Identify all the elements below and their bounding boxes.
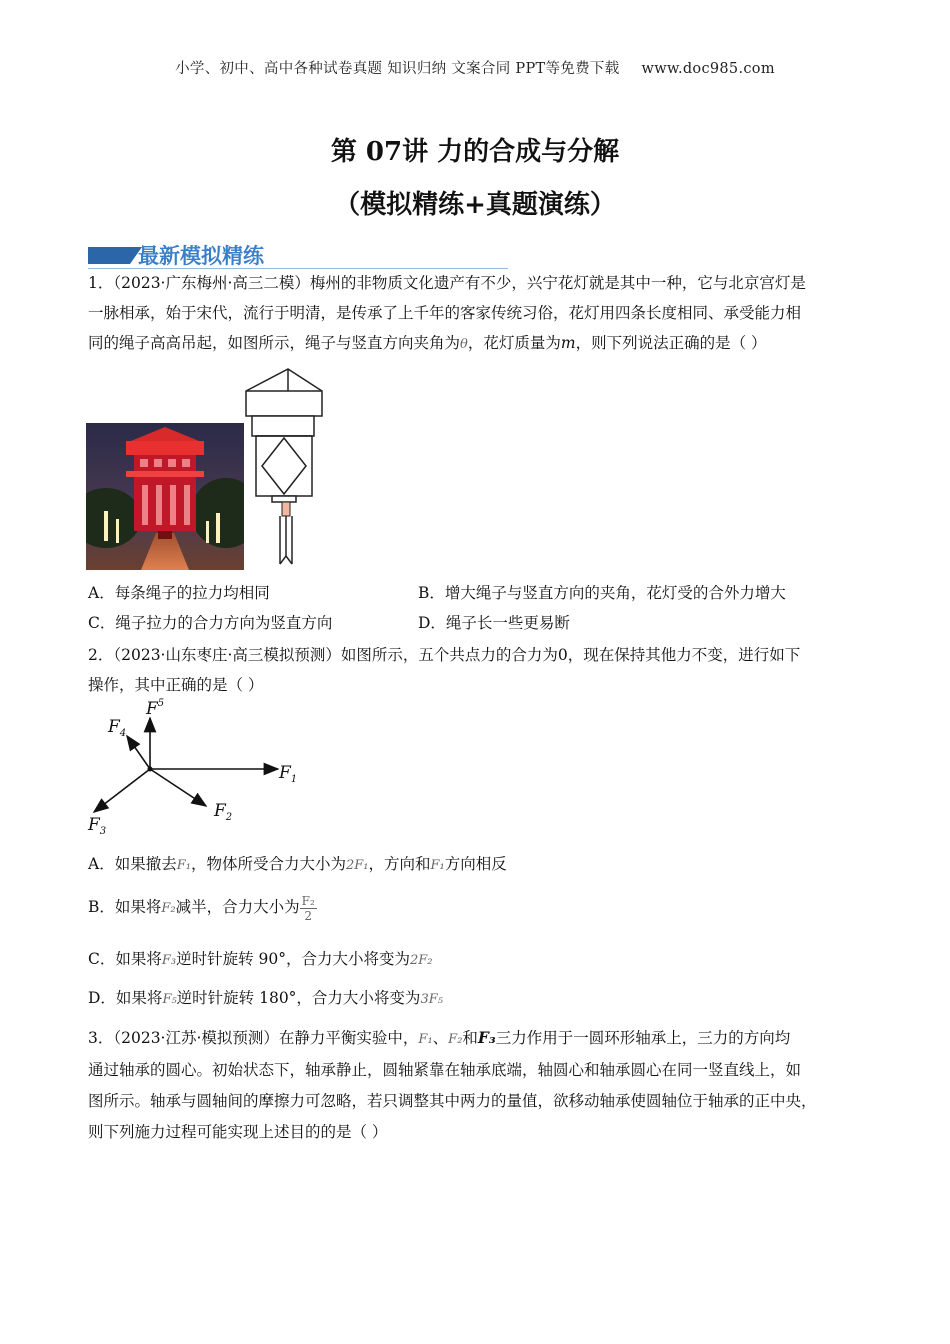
fraction-denominator: 2: [304, 908, 313, 923]
f3-symbol: F₃: [161, 953, 177, 968]
q3-text: 和: [462, 1029, 478, 1047]
q3-line: 图所示。轴承与圆轴间的摩擦力可忽略，若只调整其中两力的量值，欲移动轴承使圆轴位于轴承的正中央，: [88, 1092, 817, 1110]
q2d-text: 逆时针旋转 180°，合力大小将变为: [176, 989, 421, 1007]
q2-option-b[interactable]: [88, 890, 317, 926]
q2-line: 操作，其中正确的是（ ）: [88, 676, 264, 694]
q2-stem: [88, 640, 868, 700]
f3-label: $F_3$: [88, 815, 107, 837]
q2-option-c[interactable]: [88, 947, 433, 969]
q2c-text: C．如果将: [88, 950, 162, 968]
f1-symbol: F₁: [430, 858, 445, 873]
f3-vector: [94, 769, 150, 812]
q1-line: [88, 328, 868, 360]
2f1-symbol: 2F₁: [345, 858, 369, 873]
q1-option-a[interactable]: A．每条绳子的拉力均相同: [88, 584, 270, 602]
q2c-text: 逆时针旋转 90°，合力大小将变为: [176, 950, 411, 968]
f2-symbol: F₂: [161, 901, 176, 916]
fraction-numerator: F₂: [301, 893, 315, 908]
q3-stem: [88, 1022, 868, 1148]
2f2-symbol: 2F₂: [410, 953, 433, 968]
section-label: 最新模拟精练: [138, 244, 264, 268]
3f5-symbol: 3F₅: [420, 992, 443, 1007]
q1-option-c[interactable]: C．绳子拉力的合力方向为竖直方向: [88, 614, 333, 632]
q3-line: [88, 1022, 868, 1055]
lantern-photo: [86, 423, 244, 570]
q2a-text: 方向相反: [444, 855, 507, 873]
q3-line: 则下列施力过程可能实现上述目的的是（ ）: [88, 1123, 388, 1141]
q1-line: 一脉相承，始于宋代，流行于明清，是传承了上千年的客家传统习俗，花灯用四条长度相同、承受能力相: [88, 304, 802, 322]
header-text: 小学、初中、高中各种试卷真题 知识归纳 文案合同 PPT等免费下载: [175, 61, 620, 77]
q2a-text: ，物体所受合力大小为: [190, 855, 346, 873]
q2a-text: A．如果撤去: [88, 855, 177, 873]
q3-text: 三力作用于一圆环形轴承上，三力的方向均: [495, 1029, 791, 1047]
f5-label: $F^5$: [146, 698, 165, 719]
f1-symbol: F₁: [176, 858, 191, 873]
theta-symbol: θ: [460, 337, 468, 352]
f2-vector: [150, 769, 206, 806]
section-bar: [88, 247, 130, 264]
f3-symbol: F₃: [477, 1028, 496, 1047]
page-subtitle: （模拟精练+真题演练）: [334, 190, 616, 220]
q3-text: 、: [432, 1029, 449, 1047]
page-header: [0, 57, 950, 78]
q1-option-b[interactable]: B．增大绳子与竖直方向的夹角，花灯受的合外力增大: [418, 584, 786, 602]
q2-option-d[interactable]: [88, 986, 443, 1008]
f2-label: $F_2$: [214, 801, 233, 823]
f4-label: $F_4$: [108, 717, 127, 739]
f1-label: $F_1$: [279, 763, 298, 785]
mass-symbol: m: [560, 334, 576, 352]
f1-symbol: F₁: [418, 1032, 433, 1047]
q3-text: 3．（2023·江苏·模拟预测）在静力平衡实验中，: [88, 1029, 419, 1047]
header-site-link[interactable]: www.doc985.com: [641, 61, 775, 77]
q3-line: 通过轴承的圆心。初始状态下，轴承静止，圆轴紧靠在轴承底端，轴圆心和轴承圆心在同一竖直线上，如: [88, 1061, 802, 1079]
q2-option-a[interactable]: [88, 852, 507, 874]
q2-line: 2．（2023·山东枣庄·高三模拟预测）如图所示，五个共点力的合力为0，现在保持其他力不变，进行如下: [88, 646, 801, 664]
q1-line: 1．（2023·广东梅州·高三二模）梅州的非物质文化遗产有不少，兴宁花灯就是其中一种，它与北京宫灯是: [88, 274, 806, 292]
q2b-text: 减半，合力大小为: [175, 898, 300, 916]
f2-half-fraction: [300, 894, 317, 923]
q1-stem: [88, 268, 868, 360]
q2a-text: ，方向和: [368, 855, 431, 873]
f4-vector: [127, 736, 150, 769]
page-title: 第 07讲 力的合成与分解: [330, 137, 620, 167]
f5-symbol: F₅: [162, 992, 177, 1007]
force-origin: [148, 767, 153, 772]
section-banner: [88, 240, 508, 270]
f2-symbol: F₂: [448, 1032, 463, 1047]
q2b-text: B．如果将: [88, 898, 162, 916]
q1-text: ，则下列说法正确的是（ ）: [575, 334, 767, 352]
q2d-text: D．如果将: [88, 989, 163, 1007]
q1-text: ，花灯质量为: [467, 334, 561, 352]
q1-text: 同的绳子高高吊起，如图所示，绳子与竖直方向夹角为: [88, 334, 461, 352]
q1-option-d[interactable]: D．绳子长一些更易断: [418, 614, 570, 632]
lantern-diagram: [242, 366, 328, 570]
force-diagram: [80, 696, 310, 842]
